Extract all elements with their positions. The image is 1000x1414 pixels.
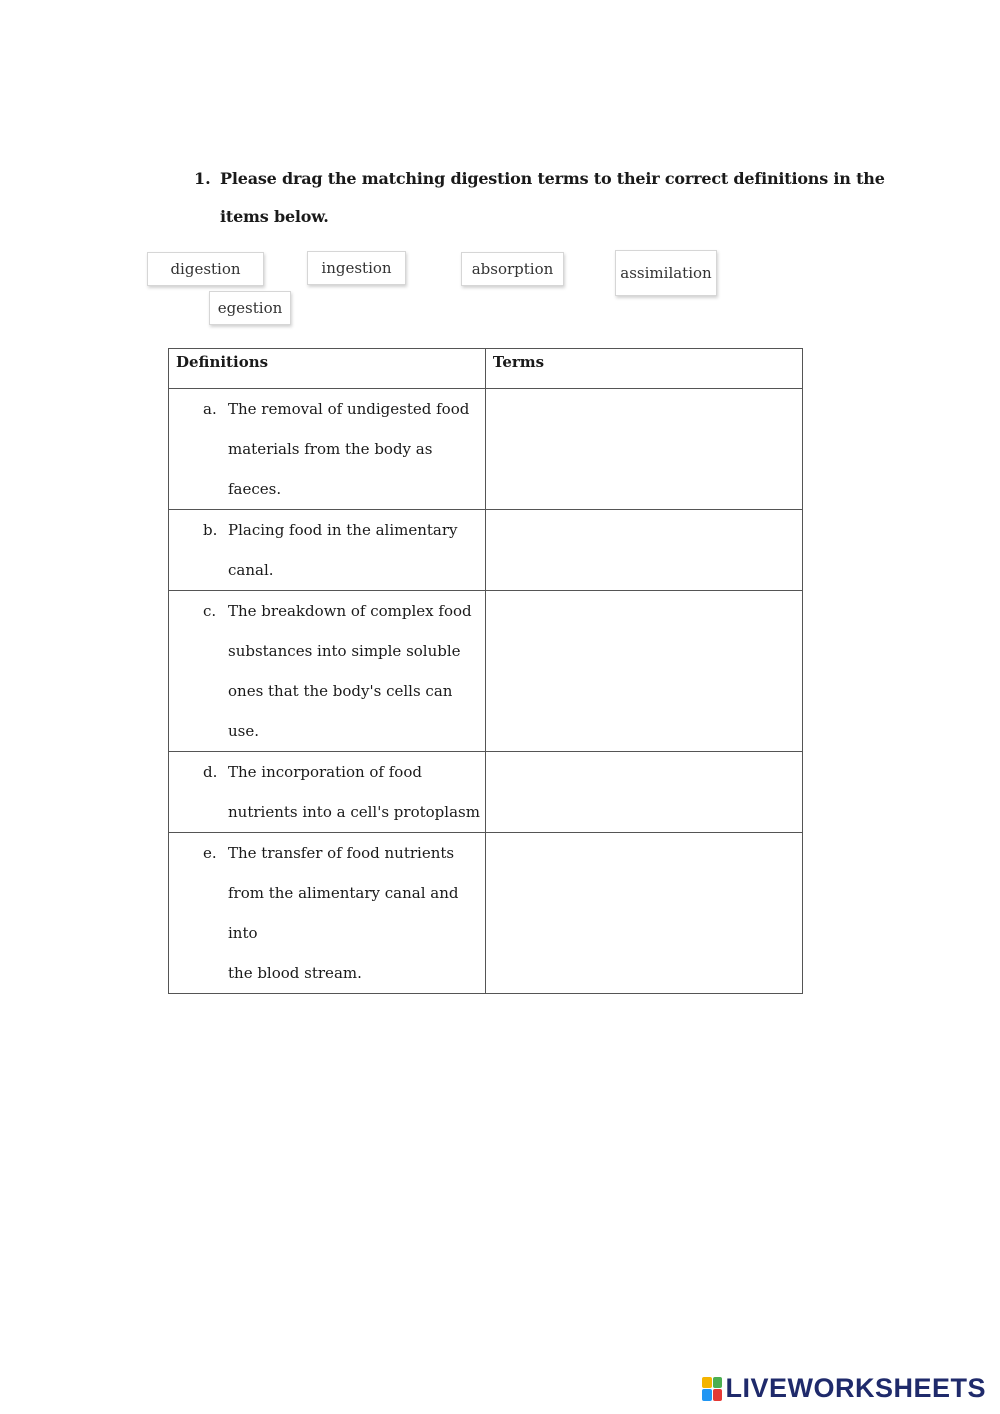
definition-text (228, 752, 480, 832)
definition-line: materials from the body as faeces. (228, 440, 433, 498)
table-row (169, 591, 803, 752)
definition-letter: d. (203, 763, 218, 781)
term-chip-absorption[interactable]: absorption (461, 252, 564, 286)
definition-text (228, 389, 481, 509)
definitions-header: Definitions (169, 349, 486, 389)
definition-cell-e (169, 833, 486, 994)
definition-cell-d (169, 752, 486, 833)
definition-cell-c (169, 591, 486, 752)
question-number: 1. (194, 169, 211, 188)
definition-cell-a (169, 389, 486, 510)
definitions-table (168, 348, 803, 994)
term-drop-zone-b[interactable] (485, 510, 802, 591)
table-row (169, 752, 803, 833)
definition-line: The removal of undigested food (228, 400, 470, 418)
question-text-line-2: items below. (220, 207, 329, 226)
term-chip-digestion[interactable]: digestion (147, 252, 264, 286)
term-drop-zone-a[interactable] (485, 389, 802, 510)
question-text-line-1: Please drag the matching digestion terms to their correct definitions in the (220, 169, 885, 188)
terms-header: Terms (485, 349, 802, 389)
definition-line: from the alimentary canal and into (228, 884, 459, 942)
definition-text (228, 833, 481, 993)
term-chip-egestion[interactable]: egestion (209, 291, 291, 325)
definition-letter: b. (203, 521, 218, 539)
definition-cell-b (169, 510, 486, 591)
liveworksheets-logo (702, 1373, 986, 1404)
definition-text (228, 510, 458, 590)
definition-line: substances into simple soluble (228, 642, 461, 660)
definition-line: nutrients into a cell's protoplasm (228, 803, 480, 821)
table-row (169, 833, 803, 994)
definition-line: The breakdown of complex food (228, 602, 472, 620)
definition-line: The incorporation of food (228, 763, 422, 781)
definition-line: canal. (228, 561, 274, 579)
term-drop-zone-d[interactable] (485, 752, 802, 833)
definition-line: the blood stream. (228, 964, 362, 982)
definition-letter: e. (203, 844, 217, 862)
term-chip-assimilation[interactable]: assimilation (615, 250, 717, 296)
definition-letter: a. (203, 400, 217, 418)
brand-name: LIVEWORKSHEETS (725, 1373, 986, 1403)
definition-letter: c. (203, 602, 217, 620)
liveworksheets-logo-icon (702, 1377, 722, 1401)
table-row (169, 389, 803, 510)
table-row (169, 510, 803, 591)
definition-line: ones that the body's cells can use. (228, 682, 453, 740)
definition-line: The transfer of food nutrients (228, 844, 455, 862)
definition-line: Placing food in the alimentary (228, 521, 458, 539)
term-drop-zone-c[interactable] (485, 591, 802, 752)
definition-text (228, 591, 481, 751)
table-header-row (169, 349, 803, 389)
term-chip-ingestion[interactable]: ingestion (307, 251, 406, 285)
term-drop-zone-e[interactable] (485, 833, 802, 994)
